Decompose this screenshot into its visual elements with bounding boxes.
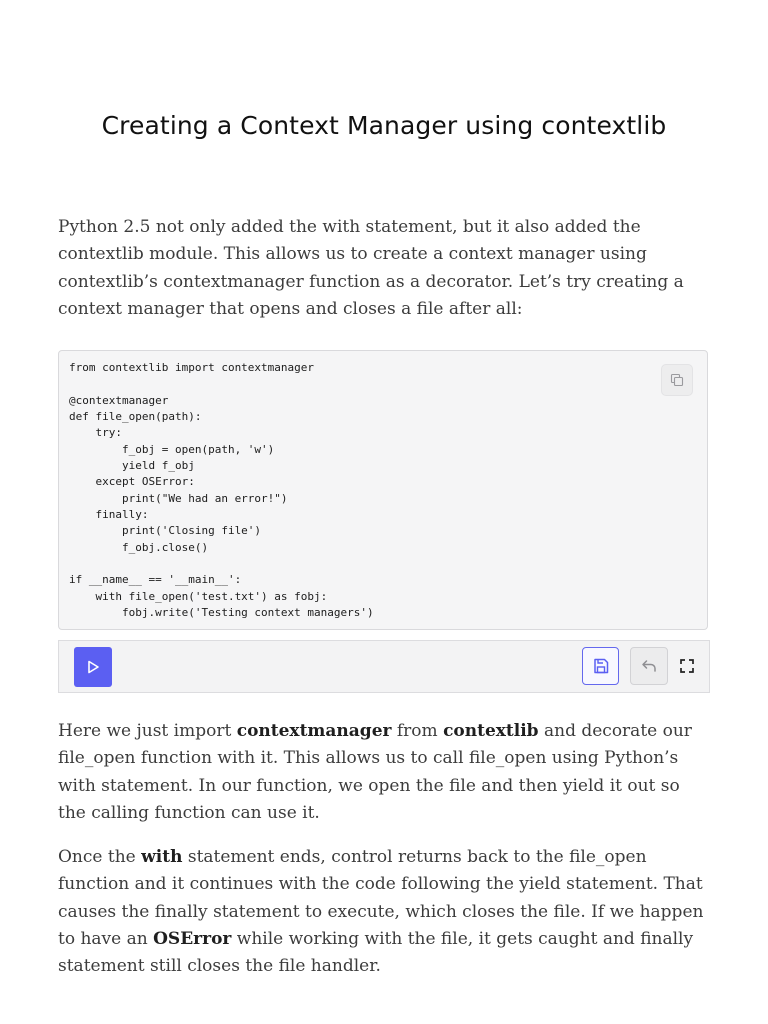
code-toolbar (58, 640, 710, 693)
copy-button[interactable] (661, 364, 693, 396)
closing-paragraph: Once the with statement ends, control returns back to the file_open function and it continues with the code following the yield statement. That causes the finally statement to execute, which closes the file. If we happen to have an OSError while working with the file, it gets caught and finally statement still closes the file handler. (58, 847, 704, 977)
save-button[interactable] (582, 647, 619, 685)
play-icon (85, 659, 101, 675)
save-icon (592, 657, 610, 675)
undo-icon (640, 657, 658, 675)
explanation-paragraph: Here we just import contextmanager from contextlib and decorate our file_open function with it. This allows us to call file_open using Python’s with statement. In our function, we open the file and then yield it out so the calling function can use it. (58, 721, 692, 823)
inline-code-contextlib: contextlib (443, 721, 539, 741)
expand-icon (679, 658, 695, 674)
code-editor[interactable] (58, 350, 708, 630)
intro-paragraph: Python 2.5 not only added the with statement, but it also added the contextlib module. This allows us to create a context manager using contextlib’s contextmanager function as a decorator. Let’s try creating a context manager that opens and closes a file after all: (58, 217, 684, 319)
page-title: Creating a Context Manager using contextlib (101, 111, 667, 140)
fullscreen-button[interactable] (673, 647, 701, 685)
inline-code-oserror: OSError (153, 928, 232, 949)
code-content[interactable]: from contextlib import contextmanager @contextmanager def file_open(path): try: f_obj = open(path, 'w') yield f_obj except OSError: print("We had an error!") finally: print('Closing file') f_obj.close() if __name__ == '__main__': with file_open('test.txt') as fobj: fobj.write('Testing context managers') (69, 361, 374, 620)
reset-button[interactable] (630, 647, 668, 685)
inline-code-with: with (141, 847, 183, 867)
copy-icon (670, 373, 684, 387)
inline-code-contextmanager: contextmanager (236, 721, 392, 741)
run-button[interactable] (74, 647, 112, 687)
